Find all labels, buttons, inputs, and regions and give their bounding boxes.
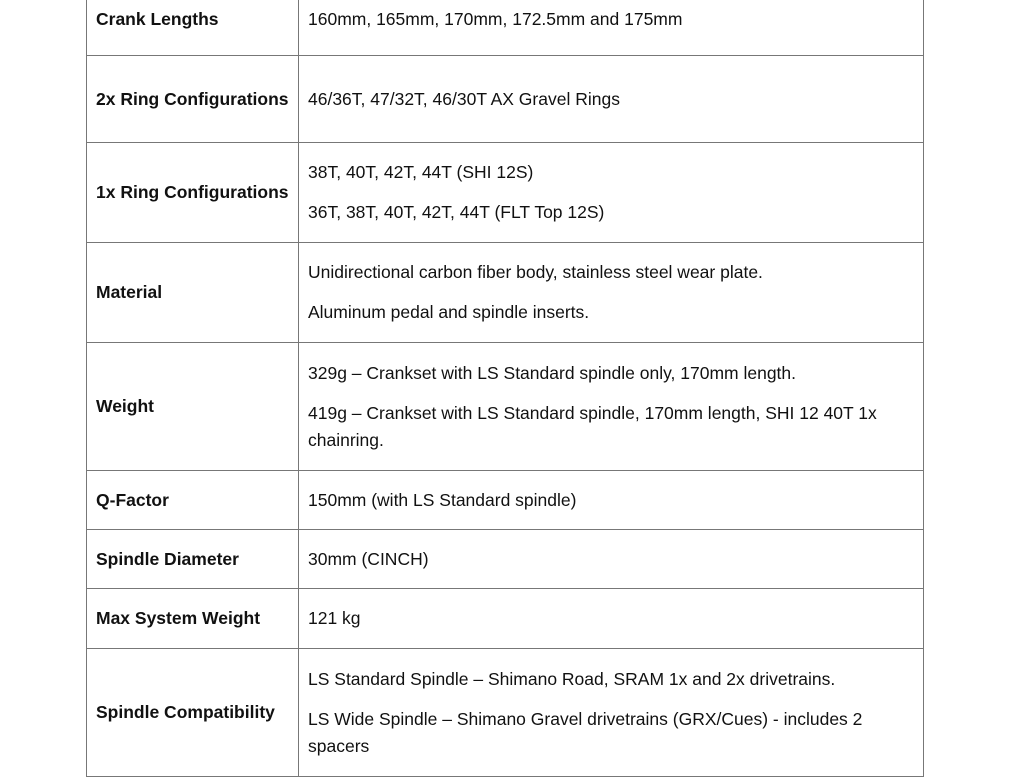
row-value xyxy=(299,0,924,56)
value-line: 30mm (CINCH) xyxy=(308,548,429,569)
spec-table xyxy=(86,0,924,777)
value-line: 38T, 40T, 42T, 44T (SHI 12S) xyxy=(308,162,534,182)
table-row-q-factor xyxy=(87,471,924,530)
value-line: 329g – Crankset with LS Standard spindle only, 170mm length. xyxy=(308,362,797,383)
table-row-material xyxy=(87,243,924,343)
value-line: Aluminum pedal and spindle inserts. xyxy=(308,302,590,322)
row-label: Q-Factor xyxy=(87,471,299,530)
value-line: 160mm, 165mm, 170mm, 172.5mm and 175mm xyxy=(308,9,683,29)
value-line: Unidirectional carbon fiber body, stainless steel wear plate. xyxy=(308,262,763,282)
row-value xyxy=(299,343,924,471)
value-line: 36T, 38T, 40T, 42T, 44T (FLT Top 12S) xyxy=(308,202,605,222)
value-line: 419g – Crankset with LS Standard spindle, 170mm length, SHI 12 40T 1x chainring. xyxy=(308,402,877,450)
table-row-weight xyxy=(87,343,924,471)
table-row-1x-ring-configurations xyxy=(87,143,924,243)
row-value xyxy=(299,143,924,243)
row-value xyxy=(299,649,924,777)
row-label: 1x Ring Configurations xyxy=(87,143,299,243)
value-line: 150mm (with LS Standard spindle) xyxy=(308,489,577,510)
row-label: Weight xyxy=(87,343,299,471)
table-row-spindle-compatibility xyxy=(87,649,924,777)
value-line: 46/36T, 47/32T, 46/30T AX Gravel Rings xyxy=(308,88,620,109)
table-row-max-system-weight xyxy=(87,589,924,649)
row-label: Spindle Compatibility xyxy=(87,649,299,777)
row-label: Spindle Diameter xyxy=(87,530,299,589)
table-row-crank-lengths xyxy=(87,0,924,56)
value-line: 121 kg xyxy=(308,608,361,628)
table-row-2x-ring-configurations xyxy=(87,56,924,143)
row-value xyxy=(299,56,924,143)
row-value xyxy=(299,530,924,589)
row-label: Material xyxy=(87,243,299,343)
value-line: LS Wide Spindle – Shimano Gravel drivetrains (GRX/Cues) - includes 2 spacers xyxy=(308,708,863,756)
row-label: Crank Lengths xyxy=(87,0,299,56)
row-value xyxy=(299,589,924,649)
row-label: 2x Ring Configurations xyxy=(87,56,299,143)
row-value xyxy=(299,243,924,343)
row-value xyxy=(299,471,924,530)
table-row-spindle-diameter xyxy=(87,530,924,589)
value-line: LS Standard Spindle – Shimano Road, SRAM 1x and 2x drivetrains. xyxy=(308,668,836,689)
row-label: Max System Weight xyxy=(87,589,299,649)
